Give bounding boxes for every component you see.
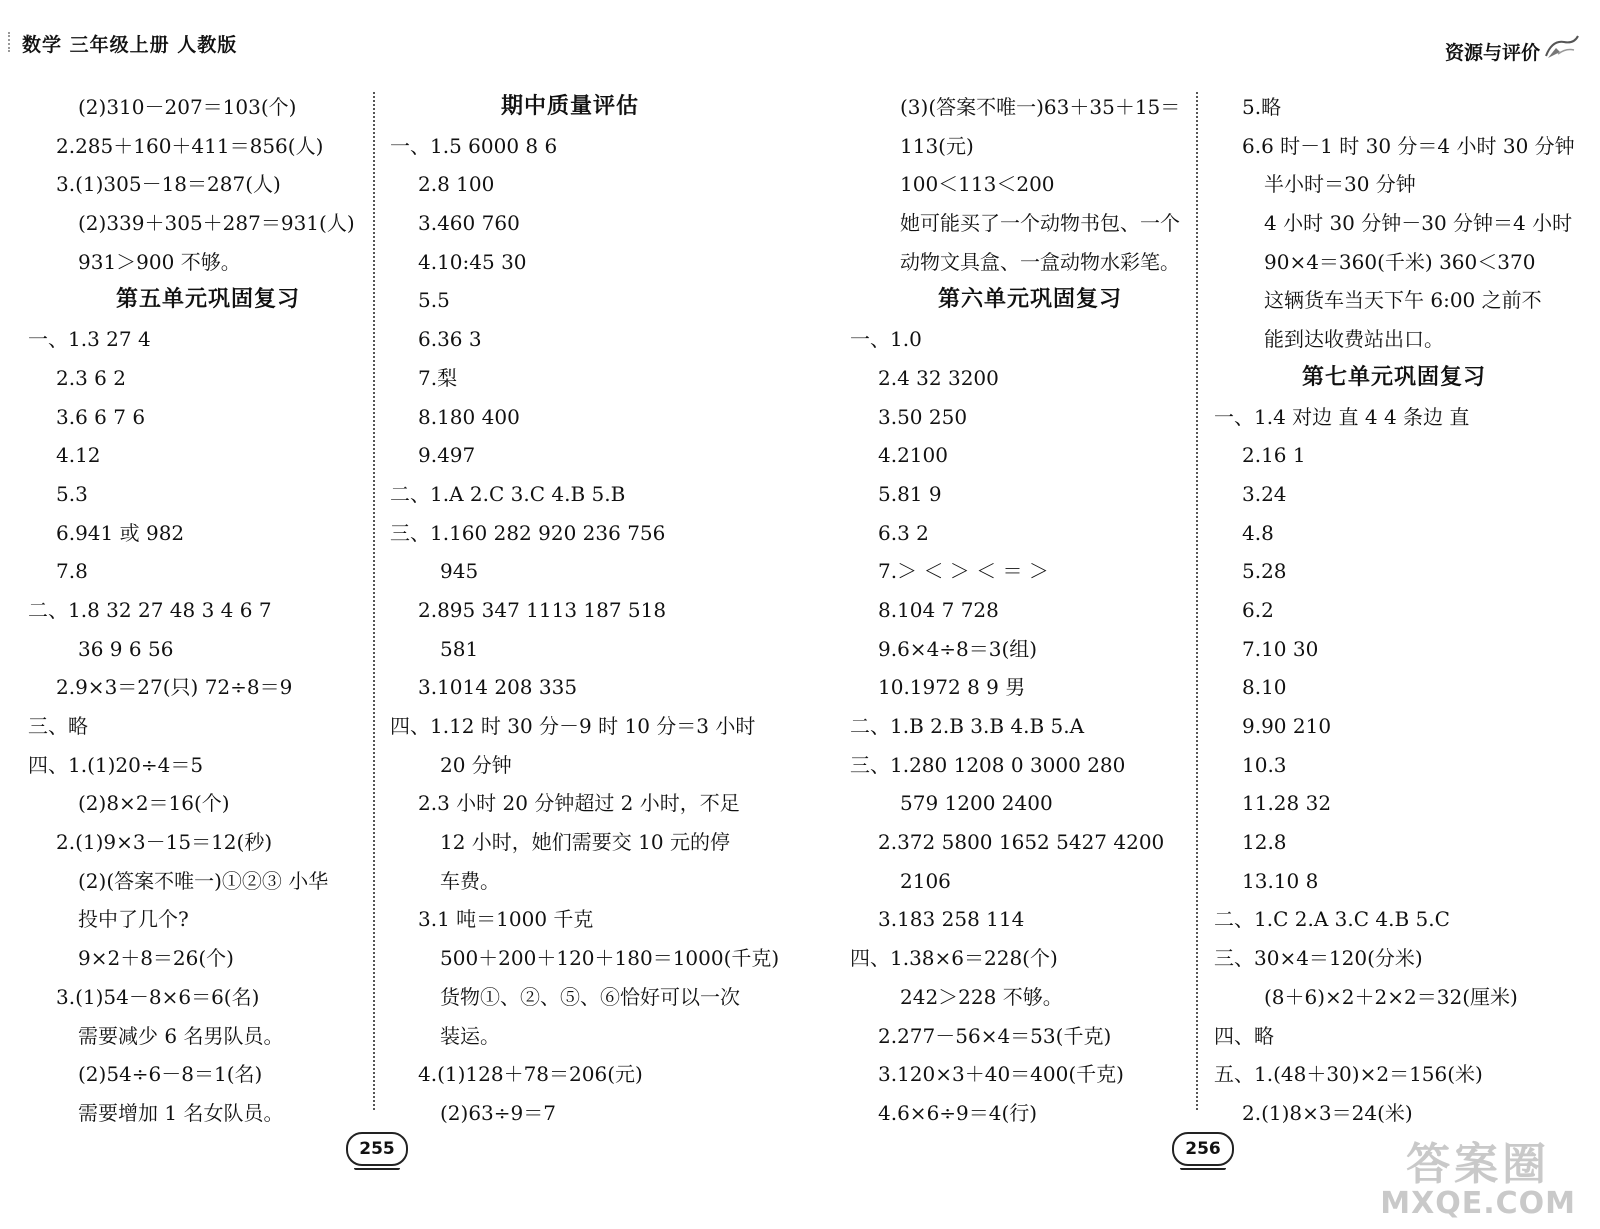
answer-line: 四、1.38×6＝228(个) [850, 946, 1058, 971]
answer-line: 2106 [900, 868, 951, 893]
answer-line: 车费。 [440, 868, 500, 893]
answer-line: 931＞900 不够。 [78, 249, 241, 274]
answer-line: 12 小时，她们需要交 10 元的停 [440, 830, 730, 855]
answer-line: 4.2100 [878, 443, 948, 468]
answer-line: 三、略 [28, 714, 88, 738]
answer-line: 五、1.(48＋30)×2＝156(米) [1214, 1062, 1483, 1087]
header-right: 资源与评价 [1444, 42, 1540, 64]
column-2 [390, 88, 780, 1133]
answer-line: 9.90 210 [1242, 714, 1332, 738]
section-title: 第七单元巩固复习 [1301, 364, 1486, 390]
answer-line: 四、1.(1)20÷4＝5 [28, 752, 204, 777]
answer-line: 一、1.5 6000 8 6 [390, 133, 558, 158]
answer-line: 3.50 250 [878, 404, 968, 429]
answer-line: 5.81 9 [878, 481, 942, 506]
answer-line: 4.12 [56, 443, 101, 468]
answer-line: 581 [440, 636, 479, 661]
answer-line: 二、1.C 2.A 3.C 4.B 5.C [1214, 907, 1450, 932]
answer-line: 4.8 [1242, 520, 1274, 545]
answer-line: 7.梨 [418, 365, 458, 390]
answer-line: 3.183 258 114 [878, 907, 1025, 932]
watermark [1380, 1128, 1576, 1221]
header-left: 数学 三年级上册 人教版 [22, 30, 237, 57]
answer-line: 2.4 32 3200 [878, 365, 999, 390]
answer-line: 2.895 347 1113 187 518 [418, 597, 667, 622]
answer-line: 8.180 400 [418, 404, 520, 429]
answer-line: 三、1.280 1208 0 3000 280 [850, 752, 1126, 777]
answer-line: 2.8 100 [418, 172, 495, 197]
answer-line: 一、1.0 [850, 327, 922, 352]
answer-line: 二、1.B 2.B 3.B 4.B 5.A [850, 714, 1085, 738]
answer-line: (8＋6)×2＋2×2＝32(厘米) [1264, 984, 1518, 1009]
answer-line: (2)63÷9＝7 [440, 1100, 556, 1125]
answer-line: 12.8 [1242, 830, 1287, 855]
answer-line: 一、1.4 对边 直 4 4 条边 直 [1214, 404, 1470, 429]
watermark-text: 答案圈 [1406, 1139, 1551, 1190]
answer-line: 13.10 8 [1242, 868, 1319, 893]
answer-line: 6.6 时－1 时 30 分＝4 小时 30 分钟 [1242, 133, 1575, 158]
answer-line: 投中了几个? [78, 907, 189, 932]
answer-line: 4.10:45 30 [418, 249, 527, 274]
watermark-url: MXQE.COM [1380, 1186, 1576, 1221]
answer-line: 9×2＋8＝26(个) [78, 946, 234, 971]
answer-line: 500＋200＋120＋180＝1000(千克) [440, 946, 780, 971]
answer-line: 6.36 3 [418, 327, 482, 352]
answer-line: 二、1.A 2.C 3.C 4.B 5.B [390, 481, 626, 506]
answer-line: 100＜113＜200 [900, 172, 1055, 197]
pen-icon [1544, 34, 1580, 62]
answer-line: 5.28 [1242, 559, 1287, 584]
answer-line: 2.285＋160＋411＝856(人) [56, 133, 324, 158]
answer-line: 9.6×4÷8＝3(组) [878, 636, 1038, 661]
answer-line: 半小时＝30 分钟 [1264, 172, 1416, 197]
answer-line: 20 分钟 [440, 752, 512, 777]
answer-line: 6.2 [1242, 597, 1274, 622]
answer-line: (2)310－207＝103(个) [78, 95, 297, 119]
answer-line: 579 1200 2400 [900, 791, 1053, 816]
answer-line: 她可能买了一个动物书包、一个 [900, 211, 1180, 236]
column-4 [1214, 88, 1574, 1133]
answer-line: 5.3 [56, 481, 88, 506]
answer-line: 4.(1)128＋78＝206(元) [418, 1062, 643, 1087]
answer-line: 5.5 [418, 288, 450, 313]
answer-line: 2.16 1 [1242, 443, 1306, 468]
answer-line: 2.3 6 2 [56, 365, 126, 390]
answer-line: 2.277－56×4＝53(千克) [878, 1023, 1112, 1048]
answer-line: 2.(1)8×3＝24(米) [1242, 1100, 1413, 1125]
answer-line: 36 9 6 56 [78, 636, 174, 661]
column-divider [1196, 92, 1198, 1110]
answer-line: 四、1.12 时 30 分－9 时 10 分＝3 小时 [390, 714, 756, 738]
column-divider [373, 92, 375, 1110]
answer-line: (2)339＋305＋287＝931(人) [78, 211, 355, 236]
answer-line: 8.10 [1242, 675, 1287, 700]
section-title: 期中质量评估 [500, 94, 639, 119]
answer-line: 7.＞ ＜ ＞ ＜ ＝ ＞ [878, 559, 1049, 584]
page-number-left: 255 [346, 1132, 408, 1166]
answer-line: 6.941 或 982 [56, 520, 185, 545]
answer-line: (3)(答案不唯一)63＋35＋15＝ [900, 95, 1181, 119]
answer-line: (2)(答案不唯一)①②③ 小华 [78, 868, 329, 893]
answer-line: 四、略 [1214, 1023, 1274, 1048]
section-title: 第六单元巩固复习 [937, 287, 1122, 313]
answer-line: 2.9×3＝27(只) 72÷8＝9 [56, 675, 293, 700]
answer-line: 113(元) [900, 133, 974, 158]
answer-line: 需要减少 6 名男队员。 [78, 1023, 284, 1048]
answer-line: 3.(1)305－18＝287(人) [56, 172, 281, 197]
answer-line: 能到达收费站出口。 [1264, 327, 1444, 352]
answer-line: 8.104 7 728 [878, 597, 999, 622]
answer-line: 10.1972 8 9 男 [878, 675, 1026, 700]
answer-line: 5.略 [1242, 95, 1282, 119]
answer-line: 7.10 30 [1242, 636, 1319, 661]
answer-line: 动物文具盒、一盒动物水彩笔。 [900, 249, 1180, 274]
answer-line: 二、1.8 32 27 48 3 4 6 7 [28, 597, 272, 622]
answer-line: 一、1.3 27 4 [28, 327, 151, 352]
answer-line: 三、1.160 282 920 236 756 [390, 520, 666, 545]
answer-line: 10.3 [1242, 752, 1287, 777]
answer-line: 3.460 760 [418, 211, 520, 236]
answer-line: 90×4＝360(千米) 360＜370 [1264, 249, 1536, 274]
answer-line: 4 小时 30 分钟－30 分钟＝4 小时 [1264, 211, 1573, 236]
answer-line: 2.(1)9×3－15＝12(秒) [56, 830, 273, 855]
answer-line: 3.120×3＋40＝400(千克) [878, 1062, 1124, 1087]
answer-line: 装运。 [440, 1023, 500, 1048]
answer-line: (2)8×2＝16(个) [78, 791, 230, 816]
answer-line: (2)54÷6－8＝1(名) [78, 1062, 263, 1087]
answer-line: 需要增加 1 名女队员。 [78, 1100, 284, 1125]
answer-line: 三、30×4＝120(分米) [1214, 946, 1423, 971]
answer-line: 2.372 5800 1652 5427 4200 [878, 830, 1165, 855]
section-title: 第五单元巩固复习 [115, 287, 300, 313]
answer-line: 这辆货车当天下午 6:00 之前不 [1264, 288, 1542, 313]
answer-line: 3.1 吨＝1000 千克 [418, 907, 594, 932]
answer-line: 11.28 32 [1242, 791, 1332, 816]
answer-line: 2.3 小时 20 分钟超过 2 小时，不足 [418, 791, 740, 816]
page-number-right: 256 [1172, 1132, 1234, 1166]
answer-line: 9.497 [418, 443, 476, 468]
answer-line: 6.3 2 [878, 520, 929, 545]
answer-line: 242＞228 不够。 [900, 984, 1063, 1009]
answer-line: 3.1014 208 335 [418, 675, 578, 700]
answer-line: 3.6 6 7 6 [56, 404, 146, 429]
column-1 [28, 88, 388, 1133]
answer-line: 货物①、②、⑤、⑥恰好可以一次 [440, 984, 740, 1009]
answer-line: 945 [440, 559, 479, 584]
answer-line: 3.(1)54－8×6＝6(名) [56, 984, 260, 1009]
column-3 [850, 88, 1210, 1133]
answer-line: 3.24 [1242, 481, 1287, 506]
answer-line: 7.8 [56, 559, 88, 584]
answer-line: 4.6×6÷9＝4(行) [878, 1100, 1038, 1125]
